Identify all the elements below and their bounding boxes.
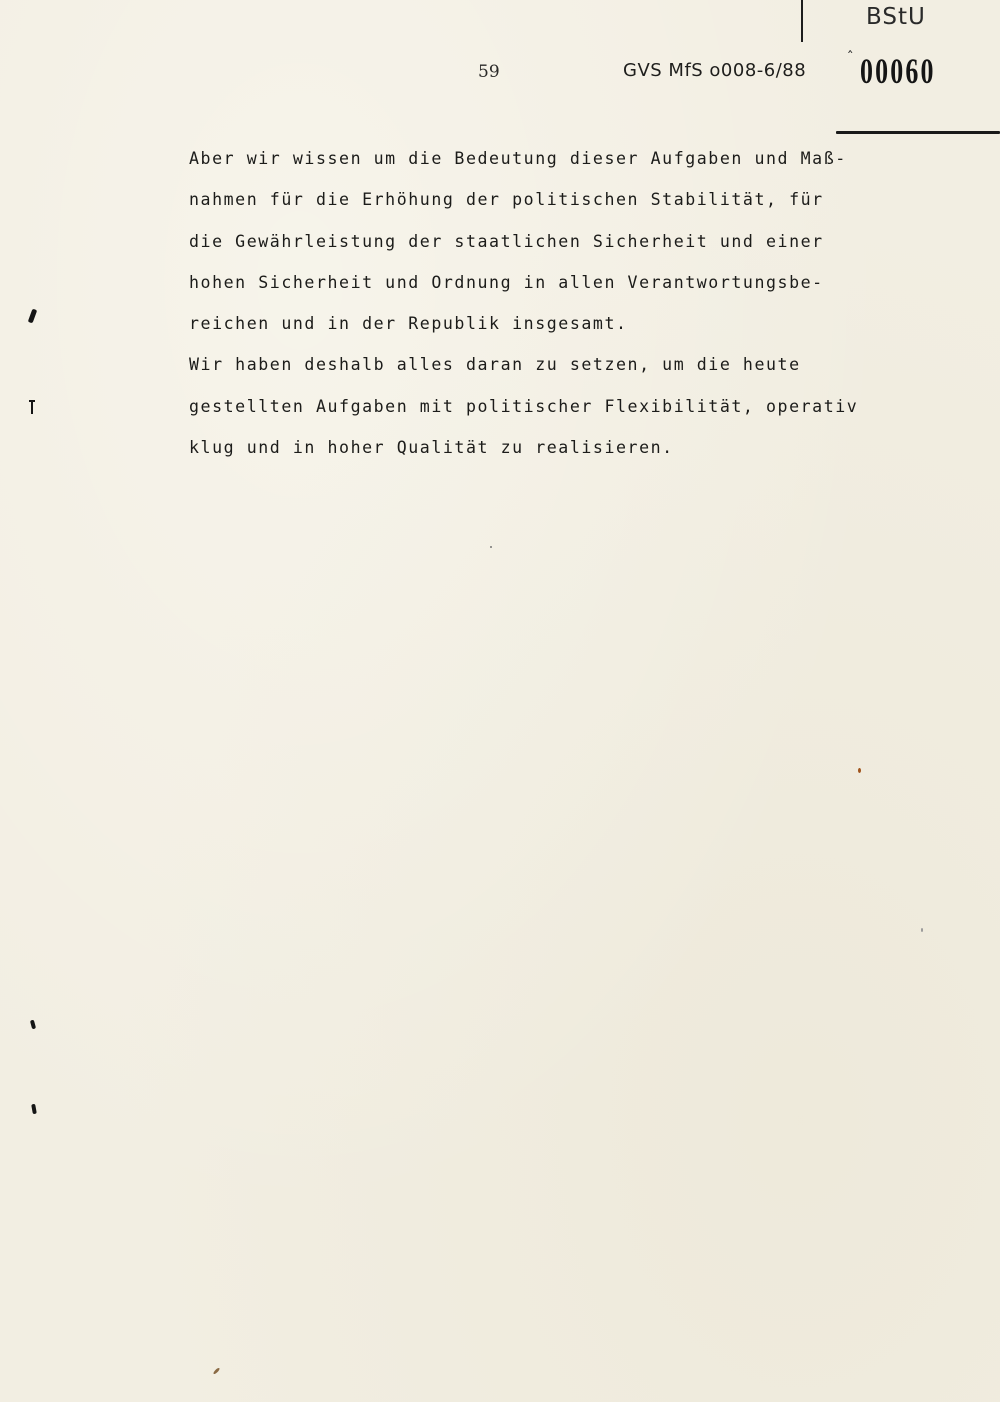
margin-mark <box>30 1020 36 1030</box>
text-line: gestellten Aufgaben mit politischer Flexibilität, operativ <box>189 396 859 416</box>
margin-mark <box>31 400 33 414</box>
text-line: nahmen für die Erhöhung der politischen Stabilität, für <box>189 190 824 210</box>
text-line: klug und in hoher Qualität zu realisieren. <box>189 438 674 458</box>
body-text <box>189 145 929 475</box>
paper-speck <box>213 1367 221 1375</box>
paper-speck <box>921 928 923 932</box>
archive-page-number: 00060 <box>860 51 936 91</box>
paper-speck <box>858 768 861 773</box>
text-line: die Gewährleistung der staatlichen Sicherheit und einer <box>189 231 824 251</box>
header-rule <box>836 131 1000 134</box>
text-line: reichen und in der Republik insgesamt. <box>189 314 628 334</box>
text-line: Wir haben deshalb alles daran zu setzen, um die heute <box>189 355 801 375</box>
paper-speck <box>490 546 492 548</box>
stamp-tick-mark: ˆ <box>846 50 855 66</box>
archive-stamp-label: BStU <box>866 4 926 30</box>
document-reference: GVS MfS o008-6/88 <box>623 60 807 81</box>
page-number: 59 <box>478 62 500 82</box>
text-line: hohen Sicherheit und Ordnung in allen Verantwortungsbe- <box>189 272 824 292</box>
margin-mark <box>28 309 37 324</box>
margin-mark <box>29 400 35 402</box>
text-line: Aber wir wissen um die Bedeutung dieser Aufgaben und Maß- <box>189 149 847 168</box>
margin-mark <box>31 1104 37 1115</box>
